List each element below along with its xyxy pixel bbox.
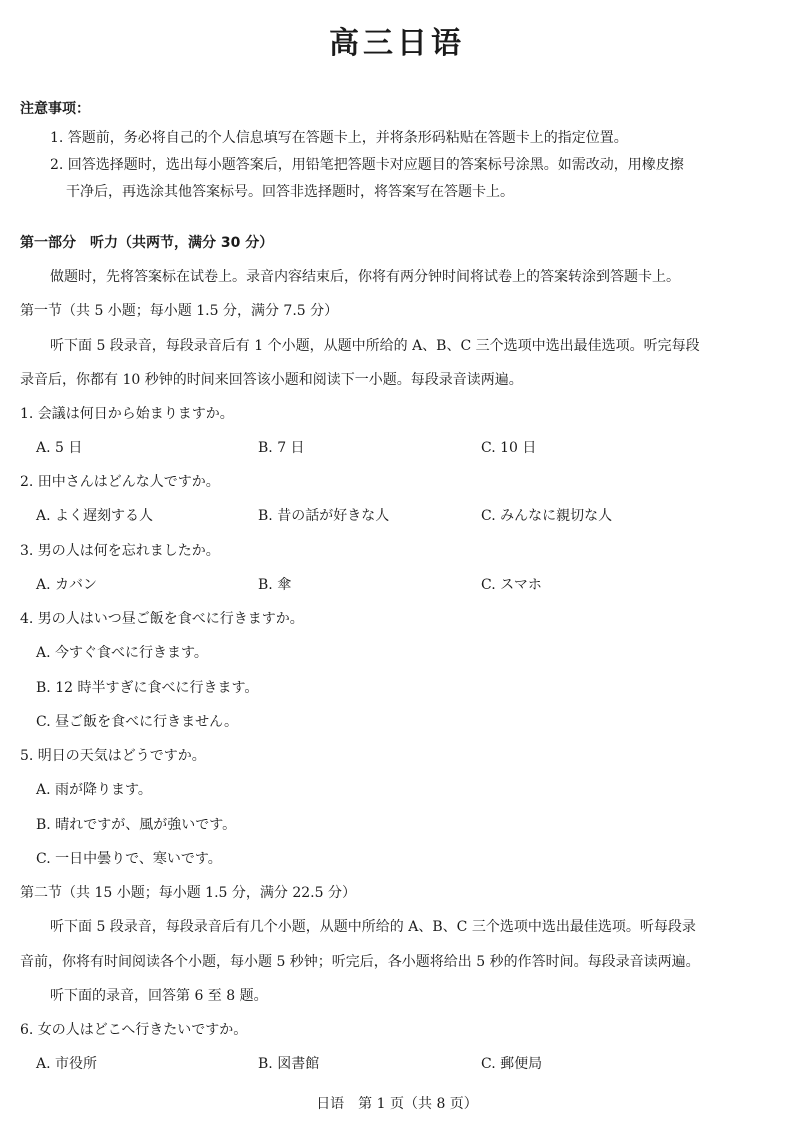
section2-heading: 第二节（共 15 小题；每小题 1.5 分，满分 22.5 分） bbox=[20, 885, 356, 901]
question-6: 6. 女の人はどこへ行きたいですか。 bbox=[20, 1022, 248, 1038]
page-title: 高三日语 bbox=[329, 26, 465, 61]
q5-option-b: B. 晴れですが、風が強いです。 bbox=[36, 817, 237, 833]
q6-option-a: A. 市役所 bbox=[36, 1056, 98, 1072]
q4-option-c: C. 昼ご飯を食べに行きません。 bbox=[36, 714, 238, 730]
section1-heading: 第一节（共 5 小题；每小题 1.5 分，满分 7.5 分） bbox=[20, 303, 339, 319]
q3-option-b: B. 傘 bbox=[258, 577, 292, 593]
notice-item-1: 1. 答题前，务必将自己的个人信息填写在答题卡上，并将条形码粘贴在答题卡上的指定位置。 bbox=[50, 130, 628, 146]
q4-option-b: B. 12 時半すぎに食べに行きます。 bbox=[36, 680, 259, 696]
q6-option-b: B. 図書館 bbox=[258, 1056, 320, 1072]
question-5: 5. 明日の天気はどうですか。 bbox=[20, 748, 206, 764]
q2-option-a: A. よく遅刻する人 bbox=[36, 508, 154, 524]
q5-option-a: A. 雨が降ります。 bbox=[36, 782, 152, 798]
question-3: 3. 男の人は何を忘れましたか。 bbox=[20, 543, 220, 559]
section2-sub-instruction: 听下面的录音，回答第 6 至 8 题。 bbox=[50, 988, 268, 1004]
question-4: 4. 男の人はいつ昼ご飯を食べに行きますか。 bbox=[20, 611, 304, 627]
q1-option-b: B. 7 日 bbox=[258, 440, 305, 456]
q4-option-a: A. 今すぐ食べに行きます。 bbox=[36, 645, 208, 661]
q1-option-c: C. 10 日 bbox=[481, 440, 537, 456]
q3-option-c: C. スマホ bbox=[481, 577, 542, 593]
section2-instruction-cont: 音前，你将有时间阅读各个小题，每小题 5 秒钟；听完后，各小题将给出 5 秒的作答时间。每段录音读两遍。 bbox=[20, 954, 700, 970]
q5-option-c: C. 一日中曇りで、寒いです。 bbox=[36, 851, 222, 867]
q2-option-b: B. 昔の話が好きな人 bbox=[258, 508, 390, 524]
section2-instruction: 听下面 5 段录音，每段录音后有几个小题，从题中所给的 A、B、C 三个选项中选出最佳选项。听每段录 bbox=[50, 919, 696, 935]
part1-heading: 第一部分 听力（共两节，满分 30 分） bbox=[20, 235, 274, 251]
page-footer: 日语 第 1 页（共 8 页） bbox=[316, 1096, 478, 1112]
section1-instruction-cont: 录音后，你都有 10 秒钟的时间来回答该小题和阅读下一小题。每段录音读两遍。 bbox=[20, 372, 523, 388]
notice-heading: 注意事项： bbox=[20, 101, 90, 117]
question-2: 2. 田中さんはどんな人ですか。 bbox=[20, 474, 220, 490]
q3-option-a: A. カバン bbox=[36, 577, 98, 593]
q1-option-a: A. 5 日 bbox=[36, 440, 83, 456]
q6-option-c: C. 郵便局 bbox=[481, 1056, 543, 1072]
notice-item-2: 2. 回答选择题时，选出每小题答案后，用铅笔把答题卡对应题目的答案标号涂黑。如需改动，用橡皮擦 bbox=[50, 157, 684, 173]
question-1: 1. 会議は何日から始まりますか。 bbox=[20, 406, 234, 422]
notice-item-2-cont: 干净后，再选涂其他答案标号。回答非选择题时，将答案写在答题卡上。 bbox=[66, 184, 514, 200]
part1-intro: 做题时，先将答案标在试卷上。录音内容结束后，你将有两分钟时间将试卷上的答案转涂到答题卡上。 bbox=[50, 269, 680, 285]
q2-option-c: C. みんなに親切な人 bbox=[481, 508, 613, 524]
section1-instruction: 听下面 5 段录音，每段录音后有 1 个小题，从题中所给的 A、B、C 三个选项中选出最佳选项。听完每段 bbox=[50, 338, 700, 354]
